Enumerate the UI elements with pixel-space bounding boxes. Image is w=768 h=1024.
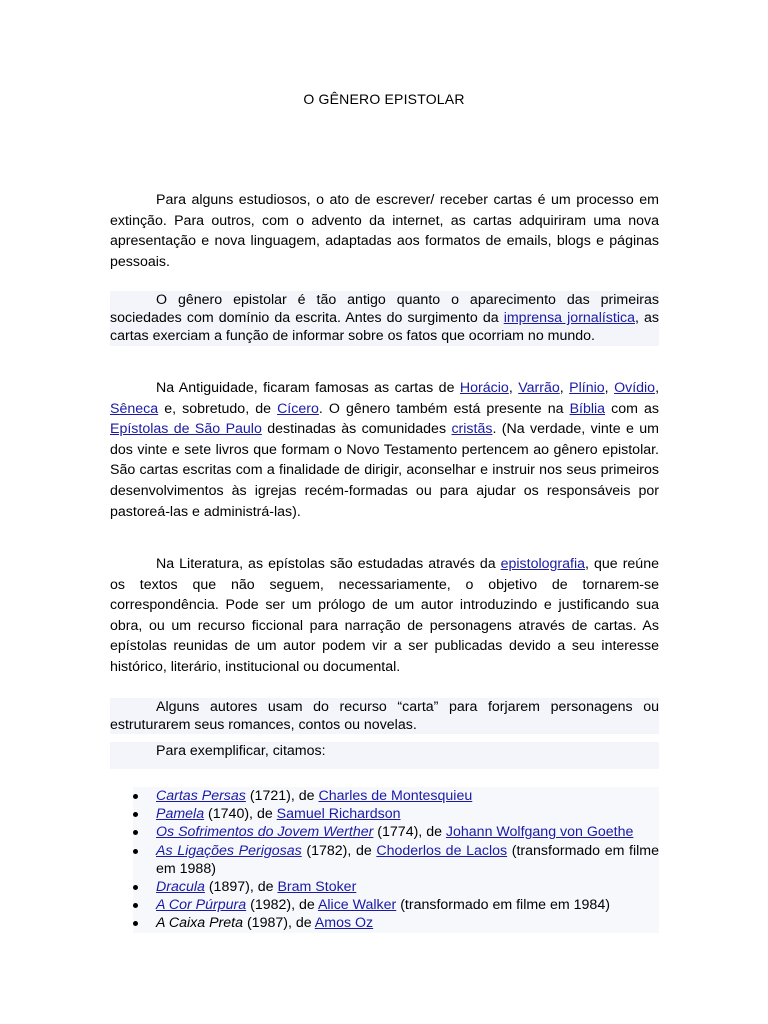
link-work-author[interactable]: Choderlos de Laclos xyxy=(376,842,508,859)
link-work-author[interactable]: Johann Wolfgang von Goethe xyxy=(445,824,634,841)
link-ovidio[interactable]: Ovídio xyxy=(614,380,656,396)
link-cristas[interactable]: cristãs xyxy=(451,421,493,438)
link-work-author[interactable]: Amos Oz xyxy=(314,915,374,932)
document-title: O GÊNERO EPISTOLAR xyxy=(303,91,465,107)
link-work-title[interactable] xyxy=(156,824,373,840)
link-work-author[interactable]: Charles de Montesquieu xyxy=(318,788,473,804)
paragraph-1-text: Para alguns estudiosos, o ato de escrever/ receber cartas é um processo em extinção. Para outros, com o advento da internet, as cartas adquiriram uma nova apresentação e nova linguagem, adaptadas aos formatos de emails, blogs e páginas pessoais. xyxy=(110,192,659,270)
paragraph-3-text-c: . O gênero também está presente na xyxy=(318,400,570,417)
work-title: A Cor Púrpura xyxy=(156,897,247,914)
work-title: Os Sofrimentos do Jovem Werther xyxy=(156,824,374,841)
paragraph-3-text-e: destinadas às comunidades xyxy=(261,421,452,438)
bullet-icon xyxy=(133,903,138,908)
work-year: (1782), de xyxy=(301,842,377,859)
bullet-icon xyxy=(133,794,138,799)
work-year: (1987), de xyxy=(243,915,315,932)
paragraph-4 xyxy=(110,554,659,678)
bullet-icon xyxy=(133,885,138,890)
bullet-icon xyxy=(133,812,138,817)
list-item xyxy=(133,787,659,805)
comma: , xyxy=(559,380,570,396)
work-year: (1982), de xyxy=(246,897,318,914)
link-biblia[interactable]: Bíblia xyxy=(569,400,606,417)
work-title: Dracula xyxy=(156,879,205,896)
work-year: (1897), de xyxy=(204,879,278,896)
bullet-icon xyxy=(133,830,138,835)
link-epistolas-de-sao-paulo[interactable]: Epístolas de São Paulo xyxy=(110,421,262,438)
paragraph-3 xyxy=(110,378,659,522)
work-title: Pamela xyxy=(156,806,205,823)
list-item xyxy=(133,878,659,896)
link-cicero[interactable]: Cícero xyxy=(277,400,319,417)
bullet-icon xyxy=(133,849,138,854)
works-list xyxy=(133,787,659,933)
link-work-title[interactable] xyxy=(156,806,204,822)
paragraph-5 xyxy=(110,698,659,734)
link-work-title[interactable] xyxy=(156,879,205,895)
comma: , xyxy=(655,380,660,396)
link-horacio[interactable]: Horácio xyxy=(459,380,509,396)
paragraph-2-text-b: , as cartas exerciam a função de informar sobre os fatos que ocorriam no mundo. xyxy=(110,310,659,345)
work-title: As Ligações Perigosas xyxy=(156,842,302,859)
link-work-title[interactable] xyxy=(156,843,302,859)
work-year: (1740), de xyxy=(204,806,277,823)
paragraph-3-text-a: Na Antiguidade, ficaram famosas as cartas de xyxy=(156,380,460,396)
link-plinio[interactable]: Plínio xyxy=(569,380,605,396)
work-year: (1721), de xyxy=(245,788,319,804)
link-work-author[interactable]: Alice Walker xyxy=(317,897,397,914)
paragraph-6 xyxy=(110,742,659,769)
list-item xyxy=(133,914,659,932)
paragraph-2-text-a: O gênero epistolar é tão antigo quanto o aparecimento das primeiras sociedades com domínio da escrita. Antes do surgimento da xyxy=(110,292,659,327)
link-seneca[interactable]: Sêneca xyxy=(110,400,159,417)
paragraph-2 xyxy=(110,291,659,346)
work-note: (transformado em filme em 1988) xyxy=(156,842,659,877)
paragraph-6-text: Para exemplificar, citamos: xyxy=(156,743,326,759)
work-title: A Caixa Preta xyxy=(156,915,244,932)
comma: , xyxy=(508,380,519,396)
link-epistolografia[interactable]: epistolografia xyxy=(500,556,586,572)
work-year: (1774), de xyxy=(373,824,446,841)
list-item xyxy=(133,842,659,878)
list-item xyxy=(133,896,659,914)
paragraph-3-text-f: . (Na verdade, vinte e um dos vinte e sete livros que formam o Novo Testamento pertencem ao gênero epistolar. São cartas escritas com a finalidade de dirigir, aconselhar e instruir nos seus primeiros desenvolvimentos às igrejas recém-formadas ou para ajudar os responsáveis por pastoreá-las e administrá-las). xyxy=(110,421,659,520)
link-work-title[interactable] xyxy=(156,788,246,804)
paragraph-3-text-b: e, sobretudo, de xyxy=(158,400,278,417)
list-item xyxy=(133,805,659,823)
link-imprensa-jornalistica[interactable]: imprensa jornalística xyxy=(503,310,635,327)
link-work-author[interactable]: Samuel Richardson xyxy=(276,806,401,823)
paragraph-4-text-a: Na Literatura, as epístolas são estudadas através da xyxy=(156,556,501,572)
list-item xyxy=(133,823,659,841)
paragraph-5-text: Alguns autores usam do recurso “carta” para forjarem personagens ou estruturarem seus romances, contos ou novelas. xyxy=(110,699,659,734)
comma: , xyxy=(604,380,615,396)
paragraph-4-text-b: , que reúne os textos que não seguem, necessariamente, o objetivo de tornarem-se correspondência. Pode ser um prólogo de um autor introduzindo e justificando sua obra, ou um recurso ficcional para narração de personagens através de cartas. As epístolas reunidas de um autor podem vir a ser publicadas devido a seu interesse histórico, literário, institucional ou documental. xyxy=(110,556,659,675)
link-work-title[interactable] xyxy=(156,897,246,913)
link-varrao[interactable]: Varrão xyxy=(518,380,560,396)
work-note: (transformado em filme em 1984) xyxy=(396,897,610,914)
paragraph-1 xyxy=(110,190,659,272)
bullet-icon xyxy=(133,921,138,926)
link-work-author[interactable]: Bram Stoker xyxy=(277,879,357,896)
paragraph-3-text-d: com as xyxy=(605,400,659,417)
work-title: Cartas Persas xyxy=(156,788,246,804)
